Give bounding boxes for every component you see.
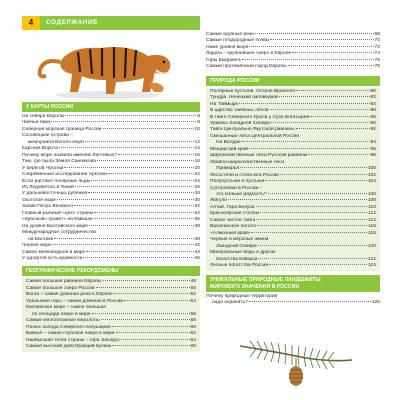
toc-dot-leader xyxy=(260,212,367,213)
toc-dot-leader xyxy=(75,186,194,187)
toc-entry[interactable] xyxy=(210,263,376,269)
toc-entry-title: Главный рыбный «цех» страны xyxy=(22,210,94,216)
toc-entry-page: 106 xyxy=(367,191,376,197)
toc-entry-page: 80 xyxy=(370,88,376,94)
toc-entry-page: 26 xyxy=(194,184,200,190)
toc-entry-title: Минеральные воды и другие xyxy=(210,250,276,256)
toc-entry-title: «Красный» гранит» на Кавказе xyxy=(22,217,93,223)
toc-dot-leader xyxy=(101,319,190,320)
toc-entry-page: 24 xyxy=(194,178,200,184)
toc-entry-title: Современные исследования Арктики xyxy=(22,172,107,178)
toc-list-records-continued xyxy=(206,32,380,71)
toc-entry-page: 62 xyxy=(190,331,196,337)
toc-entry-page: 64 xyxy=(190,337,196,343)
toc-entry-title: Горы Бырранга xyxy=(206,57,241,63)
toc-entry-page: 94 xyxy=(370,140,376,146)
toc-entry-page: 8 xyxy=(197,120,200,126)
toc-entry-title: Приморья xyxy=(216,166,239,172)
toc-entry-title: У дальневосточных рубежей xyxy=(22,191,88,197)
toc-dot-leader xyxy=(92,313,190,314)
toc-dot-leader xyxy=(57,199,194,200)
section-header-line-1: УНИКАЛЬНЫЕ ПРИРОДНЫЕ ЛАНДШАФТЫ xyxy=(210,277,321,284)
toc-entry-page: 58 xyxy=(190,318,196,324)
page-number: 4 xyxy=(22,16,40,30)
toc-dot-leader xyxy=(268,193,367,194)
toc-dot-leader xyxy=(279,96,369,97)
toc-entry-title: Уральские горы – самая длинная в России xyxy=(26,298,124,304)
toc-dot-leader xyxy=(93,218,193,219)
toc-entry-page: 8 xyxy=(197,114,200,119)
section-header-line-2: МИРОВОГО ЗНАЧЕНИЯ В РОССИИ xyxy=(210,283,300,290)
toc-entry-page: 42 xyxy=(194,243,200,249)
toc-dot-leader xyxy=(258,258,366,259)
toc-dot-leader xyxy=(85,141,194,142)
toc-dot-leader xyxy=(296,90,369,91)
toc-dot-leader xyxy=(269,264,367,265)
toc-entry-page: 118 xyxy=(368,230,376,236)
toc-dot-leader xyxy=(239,103,369,104)
toc-entry-page: 38 xyxy=(194,223,200,229)
toc-entry-title: Самый протяжённый город Европы xyxy=(206,64,287,70)
toc-entry-page: 74 xyxy=(374,51,380,57)
toc-entry-title: Почему море назвали именем Лаптевых? xyxy=(22,152,118,158)
toc-entry-title: Смешанные леса Центральной России xyxy=(210,133,300,139)
toc-dot-leader xyxy=(258,245,367,246)
toc-entry-title: «Алмазный край» xyxy=(210,230,251,236)
toc-entry-title: на Балтике xyxy=(28,236,54,242)
toc-box-nature xyxy=(206,88,380,272)
toc-dot-leader xyxy=(97,160,194,161)
toc-entry-title: На севере Европы xyxy=(22,114,65,119)
toc-entry-page: 82 xyxy=(370,95,376,101)
toc-entry-title: Лесные богатства России xyxy=(210,262,269,268)
toc-dot-leader xyxy=(308,154,369,155)
toc-entry-page: 28 xyxy=(194,191,200,197)
toc-entry-title: Чаячьи пики xyxy=(22,120,51,126)
toc-dot-leader xyxy=(53,244,194,245)
toc-dot-leader xyxy=(112,326,190,327)
toc-entry-title: Жигули xyxy=(210,198,227,204)
tiger-illustration xyxy=(30,32,180,100)
toc-entry-page: 102 xyxy=(367,172,376,178)
toc-dot-leader xyxy=(103,280,190,281)
toc-entry-title: Западной Сибири xyxy=(216,243,257,249)
toc-list-russia-map xyxy=(22,114,200,262)
toc-entry[interactable] xyxy=(206,300,380,306)
toc-dot-leader xyxy=(240,167,367,168)
toc-entry-page: 84 xyxy=(370,101,376,107)
toc-entry-page: 88 xyxy=(370,114,376,120)
toc-entry-page: 18 xyxy=(194,159,200,165)
toc-dot-leader xyxy=(103,128,194,129)
toc-column-left xyxy=(22,102,200,356)
toc-entry-title: Самые крупные реки xyxy=(206,32,254,37)
toc-entry-page: 86 xyxy=(370,108,376,114)
toc-entry-title: Самое чистое тайга xyxy=(210,217,256,223)
toc-dot-leader xyxy=(228,199,367,200)
toc-dot-leader xyxy=(270,39,373,40)
toc-entry-page: 46 xyxy=(194,255,200,261)
toc-entry-title: Волга – самая длинная река в Европе xyxy=(26,292,113,298)
toc-entry-title: Залив Петра Великого xyxy=(22,204,74,210)
toc-entry-page: 76 xyxy=(374,57,380,63)
toc-list-nature xyxy=(210,89,376,270)
toc-entry-title: Васюганское болото xyxy=(210,224,257,230)
toc-entry-title: Почему природные территории xyxy=(206,294,278,299)
toc-entry-title: Широколиственные леса Русской равнины xyxy=(210,153,308,159)
toc-dot-leader xyxy=(91,180,193,181)
toc-entry-title: Самые многоэтажные мерзлоты xyxy=(26,318,100,324)
toc-dot-leader xyxy=(265,180,367,181)
toc-entry-title: Самое большое озеро России xyxy=(26,285,95,291)
toc-entry-title: Черное море xyxy=(22,243,52,249)
toc-entry-title: Черные и мерзлые земли xyxy=(210,237,269,243)
toc-entry-title: Северная морская граница России xyxy=(22,126,102,132)
toc-entry-page: 122 xyxy=(367,256,376,262)
toc-dot-leader xyxy=(121,339,190,340)
toc-dot-leader xyxy=(292,52,373,53)
toc-entry-title: Наивысшая точка страны – гора Эльбрус xyxy=(26,337,120,343)
toc-dot-leader xyxy=(271,122,370,123)
toc-entry-page: 98 xyxy=(370,153,376,159)
toc-entry-title: Самая большая равнина Европы xyxy=(26,279,102,285)
toc-entry-title: по площади озеро в мире xyxy=(32,311,91,317)
toc-entry-page: 108 xyxy=(367,198,376,204)
toc-entry-title: Если растают полярные льды xyxy=(22,178,91,184)
toc-entry-title: Охотское море xyxy=(22,197,56,203)
toc-entry-page: 72 xyxy=(374,44,380,50)
section-header-unique-landscapes xyxy=(206,275,380,292)
toc-dot-leader xyxy=(257,225,367,226)
toc-dot-leader xyxy=(112,345,189,346)
toc-dot-leader xyxy=(242,59,374,60)
toc-dot-leader xyxy=(288,65,374,66)
toc-entry[interactable] xyxy=(26,344,196,350)
toc-entry-title: Субтропики в России – xyxy=(210,185,263,191)
toc-entry-page: 124 xyxy=(367,262,376,268)
toc-dot-leader xyxy=(269,109,369,110)
toc-dot-leader xyxy=(51,121,196,122)
toc-entry-title: Мещерский край xyxy=(210,146,248,152)
toc-entry-title: Соловецкие острова – xyxy=(22,133,73,139)
toc-dot-leader xyxy=(96,287,190,288)
toc-entry-title: Самый высокий действующий вулкан xyxy=(26,343,112,349)
toc-entry-title: В тайге Северного Урала у Сухи Богатырей xyxy=(210,114,310,120)
toc-dot-leader xyxy=(86,251,193,252)
toc-dot-leader xyxy=(83,257,193,258)
toc-dot-leader xyxy=(251,232,367,233)
toc-entry-page: 30 xyxy=(194,197,200,203)
page-title: СОДЕРЖАНИЕ xyxy=(46,19,98,26)
toc-dot-leader xyxy=(59,147,194,148)
toc-entry-title: жемчужина Белого моря xyxy=(28,139,84,145)
toc-entry-title: богатства Кавказа xyxy=(216,256,258,262)
toc-entry-title: Байкал – самое глубокое озеро в мире xyxy=(26,331,115,337)
toc-entry-page: 52 xyxy=(190,292,196,298)
toc-dot-leader xyxy=(249,301,371,302)
toc-entry-page: 50 xyxy=(190,285,196,291)
toc-entry-page: 36 xyxy=(194,217,200,223)
toc-entry-title: Урманы Западной Сибири xyxy=(210,120,270,126)
toc-entry-page: 54 xyxy=(190,298,196,304)
toc-entry-title: надо охранять? xyxy=(212,300,248,306)
toc-entry-title: Там, где была Земля Санникова xyxy=(22,159,96,165)
toc-list-unique-landscapes xyxy=(206,294,380,307)
toc-entry-page: 60 xyxy=(190,324,196,330)
toc-dot-leader xyxy=(256,206,368,207)
toc-entry-title: Тайга Центрально-Якутской равнины xyxy=(210,127,295,133)
toc-entry-title: Хвойно-широколиственные леса xyxy=(210,159,285,165)
toc-entry-title: В царстве таёжных лесов xyxy=(210,108,269,114)
toc-dot-leader xyxy=(249,46,373,47)
toc-entry-title: У курортов есть крайности xyxy=(22,255,83,261)
toc-dot-leader xyxy=(108,173,194,174)
toc-entry-title: Красноярские столбы xyxy=(210,211,260,217)
toc-entry-page: 100 xyxy=(367,166,376,172)
toc-box-records xyxy=(22,278,200,352)
toc-entry-page: 110 xyxy=(368,204,376,210)
toc-column-right xyxy=(206,32,380,307)
toc-list-records xyxy=(26,279,196,350)
toc-entry-title: Тундра. Ненецкий заповедник xyxy=(210,95,279,101)
toc-entry-title: Полярные пустыни. Остров Врангеля xyxy=(210,88,296,94)
toc-dot-leader xyxy=(64,167,193,168)
toc-entry-page: 40 xyxy=(194,236,200,242)
toc-entry-title: Из Ледовитого в Тихий xyxy=(22,184,74,190)
toc-entry-page: 14 xyxy=(194,146,200,152)
toc-dot-leader xyxy=(114,293,190,294)
toc-entry-page: 68 xyxy=(374,32,380,37)
toc-dot-leader xyxy=(310,116,369,117)
toc-dot-leader xyxy=(242,141,370,142)
toc-entry-page: 112 xyxy=(368,211,376,217)
toc-entry-page: 78 xyxy=(374,64,380,70)
toc-entry-page: 10 xyxy=(194,126,200,132)
toc-dot-leader xyxy=(256,219,367,220)
toc-entry-page: 116 xyxy=(368,224,376,230)
toc-entry-title: Самое мелководное в мире xyxy=(22,249,86,255)
toc-entry-title: Полюс холода Северного полушария xyxy=(26,324,111,330)
toc-entry-page: 104 xyxy=(367,179,376,185)
toc-dot-leader xyxy=(118,154,194,155)
pine-branch-illustration xyxy=(236,332,356,388)
section-header-records: ГЕОГРАФИЧЕСКИЕ РЕКОРДСМЕНЫ xyxy=(22,266,200,276)
toc-entry-page: 120 xyxy=(367,243,376,249)
toc-dot-leader xyxy=(88,192,193,193)
toc-entry-title: У берегов Чукотки xyxy=(22,165,64,171)
toc-dot-leader xyxy=(296,128,370,129)
toc-entry-page: 90 xyxy=(370,120,376,126)
toc-entry-page: 96 xyxy=(370,146,376,152)
toc-entry-page: 70 xyxy=(374,38,380,44)
toc-entry-page: 44 xyxy=(194,249,200,255)
toc-dot-leader xyxy=(124,300,189,301)
toc-entry-page: 16 xyxy=(194,152,200,158)
toc-dot-leader xyxy=(89,225,194,226)
toc-dot-leader xyxy=(255,33,374,34)
toc-entry-page: 34 xyxy=(194,210,200,216)
toc-entry-title: Самые плодородные почвы xyxy=(206,38,270,44)
toc-entry-page: 20 xyxy=(194,165,200,171)
toc-entry-title: Алтай. Гора Белуха xyxy=(210,204,255,210)
toc-dot-leader xyxy=(54,238,193,239)
toc-entry-page: 126 xyxy=(371,300,380,306)
toc-dot-leader xyxy=(280,174,367,175)
toc-entry-page: 22 xyxy=(194,172,200,178)
toc-entry-page: 92 xyxy=(370,127,376,133)
toc-entry-title: Каспийское море – самое большое xyxy=(26,305,107,311)
toc-dot-leader xyxy=(116,332,190,333)
section-header-nature: ПРИРОДА РОССИИ xyxy=(206,76,380,86)
toc-entry-title: это больше редкость? xyxy=(216,191,267,197)
toc-entry-title: На уровне Балтийского моря xyxy=(22,223,88,229)
toc-entry-title: На Валдае xyxy=(216,140,241,146)
toc-entry-page: 48 xyxy=(190,279,196,285)
toc-entry-page: 66 xyxy=(190,343,196,349)
toc-entry-title: Карская Ворота xyxy=(22,146,58,152)
toc-entry-title: На Таймыре xyxy=(210,101,239,107)
section-header-russia-map: У КАРТЫ РОССИИ xyxy=(22,102,200,112)
toc-entry-title: Международное сотрудничество xyxy=(22,230,97,236)
toc-entry-title: Полупустыни и пустыни xyxy=(210,179,265,185)
toc-entry-title: Лесостепи и степи юга России xyxy=(210,172,279,178)
toc-entry-page: 12 xyxy=(194,139,200,145)
header-bar xyxy=(22,16,200,30)
toc-dot-leader xyxy=(249,148,370,149)
toc-dot-leader xyxy=(74,205,194,206)
toc-entry-page: 56 xyxy=(190,311,196,317)
toc-entry-page: 114 xyxy=(368,217,376,223)
toc-entry-title: Ниже уровня моря xyxy=(206,44,249,50)
toc-dot-leader xyxy=(65,115,196,116)
toc-dot-leader xyxy=(94,212,193,213)
toc-entry-page: 32 xyxy=(194,204,200,210)
toc-entry-title: Ладога – крупнейшее озеро в Европе xyxy=(206,51,292,57)
